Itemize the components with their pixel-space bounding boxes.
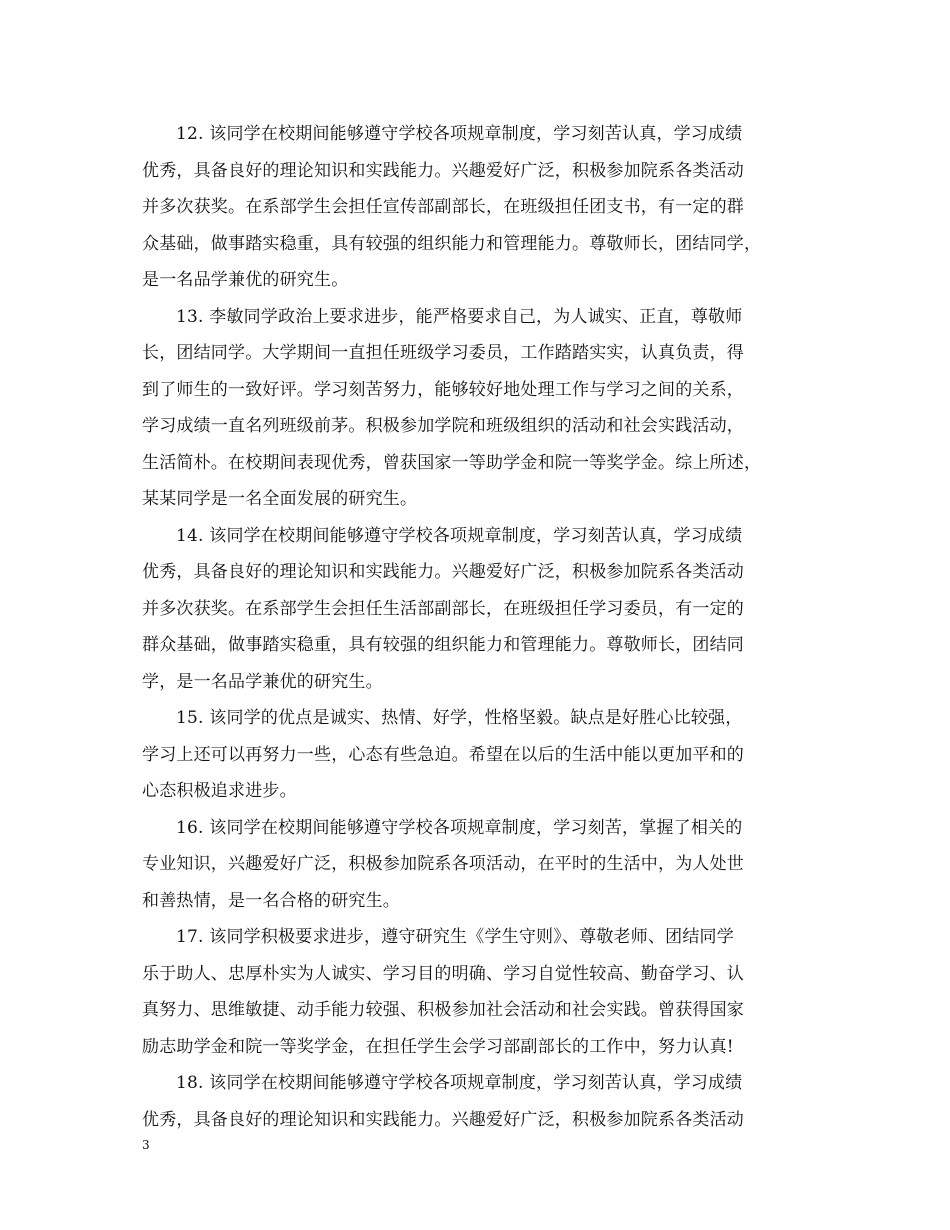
paragraph-line: 优秀，具备良好的理论知识和实践能力。兴趣爱好广泛，积极参加院系各类活动 [142,160,744,181]
paragraph-16 [142,810,832,920]
paragraph-line: 乐于助人、忠厚朴实为人诚实、学习目的明确、学习自觉性较高、勤奋学习、认 [142,963,744,984]
paragraph-13 [142,299,832,518]
paragraph-line: 并多次获奖。在系部学生会担任生活部副部长，在班级担任学习委员，有一定的 [142,598,744,619]
paragraph-line: 专业知识，兴趣爱好广泛，积极参加院系各项活动，在平时的生活中，为人处世 [142,854,744,874]
paragraph-line: 长，团结同学。大学期间一直担任班级学习委员，工作踏踏实实，认真负责，得 [142,343,744,363]
paragraph-18 [142,1065,832,1138]
paragraph-line: 优秀，具备良好的理论知识和实践能力。兴趣爱好广泛，积极参加院系各类活动 [142,1109,744,1130]
paragraph-line: 12. 该同学在校期间能够遵守学校各项规章制度，学习刻苦认真，学习成绩 [176,124,743,144]
paragraph-line: 生活简朴。在校期间表现优秀，曾获国家一等助学金和院一等奖学金。综上所述， [142,452,762,473]
paragraph-line: 和善热情，是一名合格的研究生。 [142,890,400,911]
paragraph-14 [142,518,832,701]
paragraph-line: 众基础，做事踏实稳重，具有较强的组织能力和管理能力。尊敬师长，团结同学， [142,233,762,254]
paragraph-line: 优秀，具备良好的理论知识和实践能力。兴趣爱好广泛，积极参加院系各类活动 [142,562,744,582]
paragraph-line: 学习成绩一直名列班级前茅。积极参加学院和班级组织的活动和社会实践活动， [142,416,744,436]
paragraph-line: 18. 该同学在校期间能够遵守学校各项规章制度，学习刻苦认真，学习成绩 [176,1073,743,1093]
paragraph-12 [142,116,832,299]
paragraph-line: 学，是一名品学兼优的研究生。 [142,671,383,692]
paragraph-line: 学习上还可以再努力一些，心态有些急迫。希望在以后的生活中能以更加平和的 [142,744,744,765]
paragraph-15 [142,700,832,810]
paragraph-line: 15. 该同学的优点是诚实、热情、好学，性格坚毅。缺点是好胜心比较强， [176,708,743,728]
paragraph-line: 心态积极追求进步。 [142,781,297,801]
paragraph-line: 到了师生的一致好评。学习刻苦努力，能够较好地处理工作与学习之间的关系， [142,379,744,400]
paragraph-line: 并多次获奖。在系部学生会担任宣传部副部长，在班级担任团支书，有一定的群 [142,197,744,217]
paragraph-line: 14. 该同学在校期间能够遵守学校各项规章制度，学习刻苦认真，学习成绩 [176,525,743,546]
paragraph-line: 13. 李敏同学政治上要求进步，能严格要求自己，为人诚实、正直，尊敬师 [176,306,743,327]
paragraph-17 [142,919,832,1065]
document-body [142,116,832,1138]
paragraph-line: 16. 该同学在校期间能够遵守学校各项规章制度，学习刻苦，掌握了相关的 [176,817,743,838]
paragraph-line: 某某同学是一名全面发展的研究生。 [142,489,418,509]
paragraph-line: 群众基础，做事踏实稳重，具有较强的组织能力和管理能力。尊敬师长，团结同 [142,635,744,655]
paragraph-line: 是一名品学兼优的研究生。 [142,270,349,290]
page-number: 3 [142,1138,150,1152]
paragraph-line: 17. 该同学积极要求进步，遵守研究生《学生守则》、尊敬老师、团结同学 [176,927,734,947]
paragraph-line: 励志助学金和院一等奖学金，在担任学生会学习部副部长的工作中，努力认真! [142,1036,734,1057]
paragraph-line: 真努力、思维敏捷、动手能力较强、积极参加社会活动和社会实践。曾获得国家 [142,1000,744,1020]
